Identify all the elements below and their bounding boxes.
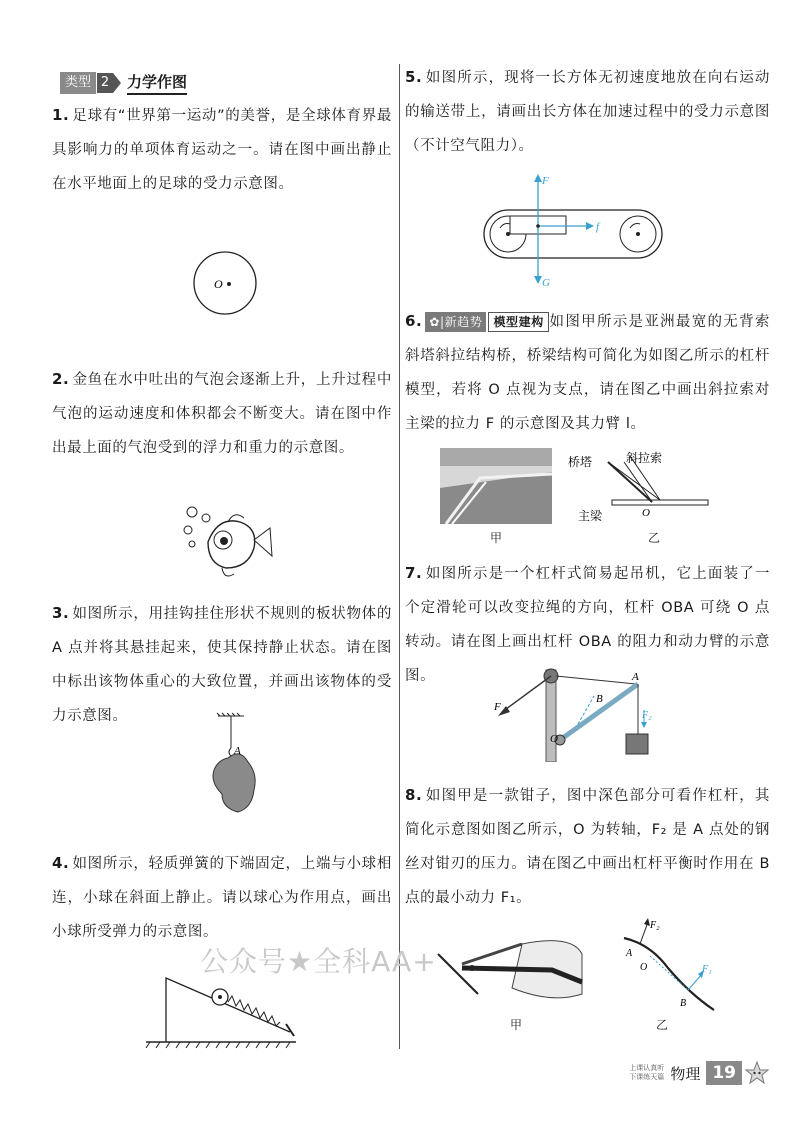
question-6 (405, 304, 770, 441)
question-text: 如图甲是一款钳子，图中深色部分可看作杠杆，其简化示意图如图乙所示，O 为转轴，F₂ 是 A 点处的钢丝对钳刃的压力。请在图乙中画出杠杆平衡时作用在 B 点的最小动力 F₁。 (405, 788, 770, 906)
question-number: 1. (52, 106, 70, 124)
bridge-photo (440, 448, 552, 524)
question-8 (405, 778, 770, 915)
label-o: O (550, 733, 558, 745)
hanging-plate-figure (200, 712, 280, 822)
question-number: 6. (405, 312, 423, 330)
section-tag: 类型 (60, 72, 96, 94)
question-text: 如图所示，轻质弹簧的下端固定，上端与小球相连，小球在斜面上静止。请以球心为作用点，画出小球所受弹力的示意图。 (52, 856, 392, 940)
page-footer (629, 1060, 770, 1086)
crane-figure (494, 664, 664, 762)
question-text: 如图所示是一个杠杆式简易起吊机，它上面装了一个定滑轮可以改变拉绳的方向，杠杆 OBA 可绕 O 点转动。请在图上画出杠杆 OBA 的阻力和动力臂的示意图。 (405, 566, 770, 684)
footer-subject: 物理 (670, 1064, 701, 1083)
footer-slogan (629, 1064, 664, 1082)
football-figure (190, 248, 260, 318)
caption-yi: 乙 (656, 1018, 669, 1032)
label-friction: f (596, 221, 600, 233)
question-1 (52, 98, 392, 201)
question-text: 足球有“世界第一运动”的美誉，是全球体育界最具影响力的单项体育运动之一。请在图中画出静止在水平地面上的足球的受力示意图。 (52, 108, 392, 192)
caption-jia: 甲 (490, 531, 503, 545)
star-mascot-icon (744, 1060, 770, 1086)
conveyor-figure (478, 172, 678, 290)
question-4 (52, 846, 392, 949)
pliers-photo (432, 924, 592, 1010)
question-text: 金鱼在水中吐出的气泡会逐渐上升，上升过程中气泡的运动速度和体积都会不断变大。请在图中作出最上面的气泡受到的浮力和重力的示意图。 (52, 372, 392, 456)
question-number: 4. (52, 854, 70, 872)
question-text: 如图所示，用挂钩挂住形状不规则的板状物体的 A 点并将其悬挂起来，使其保持静止状态。请在图中标出该物体重心的大致位置，并画出该物体的受力示意图。 (52, 606, 392, 724)
question-text: 如图所示，现将一长方体无初速度地放在向右运动的输送带上，请画出长方体在加速过程中的受力示意图（不计空气阻力）。 (405, 70, 770, 154)
label-f1: F₁ (702, 964, 712, 975)
label-a: A (234, 745, 241, 757)
column-divider (399, 64, 400, 1049)
trend-badge (425, 312, 549, 332)
watermark: 公众号★全科AA+ (200, 945, 437, 978)
pliers-lever-figure (610, 914, 720, 1012)
model-badge-label: 模型建构 (488, 312, 548, 332)
page-number: 19 (706, 1061, 742, 1085)
label-o: O (642, 507, 650, 519)
label-a: A (626, 948, 633, 959)
label-cable: 斜拉索 (626, 451, 663, 465)
label-beam: 主梁 (578, 509, 603, 523)
question-number: 7. (405, 564, 423, 582)
question-number: 8. (405, 786, 423, 804)
label-force-f: F (542, 175, 549, 187)
caption-jia: 甲 (510, 1018, 523, 1032)
incline-spring-figure (140, 972, 300, 1052)
question-number: 3. (52, 604, 70, 622)
section-title: 力学作图 (127, 71, 187, 95)
label-a: A (632, 671, 639, 683)
label-f2: F₂ (650, 920, 660, 931)
label-b: B (680, 998, 687, 1009)
label-tower: 桥塔 (568, 455, 593, 469)
label-o: O (640, 962, 648, 973)
question-5 (405, 60, 770, 163)
question-number: 5. (405, 68, 423, 86)
label-gravity: G (542, 277, 550, 289)
label-b: B (596, 693, 603, 705)
question-number: 2. (52, 370, 70, 388)
section-number: 2 (97, 73, 113, 93)
section-header (60, 72, 187, 94)
question-text: 如图甲所示是亚洲最宽的无背索斜塔斜拉结构桥，桥梁结构可简化为如图乙所示的杠杆模型，若将 O 点视为支点，请在图乙中画出斜拉索对主梁的拉力 F 的示意图及其力臂 l。 (405, 314, 770, 432)
label-force-f: F (494, 701, 501, 713)
question-2 (52, 362, 392, 465)
footer-slogan-line2: 下课练天篇 (629, 1073, 665, 1081)
label-f2: F₂ (642, 710, 652, 721)
goldfish-figure (178, 500, 278, 585)
section-arrow-icon (113, 73, 121, 93)
caption-yi: 乙 (648, 531, 661, 545)
label-o: O (214, 277, 223, 291)
bridge-lever-figure (568, 448, 718, 524)
trend-badge-label: ✿|新趋势 (425, 312, 486, 332)
footer-slogan-line1: 上课认真听 (629, 1064, 665, 1072)
